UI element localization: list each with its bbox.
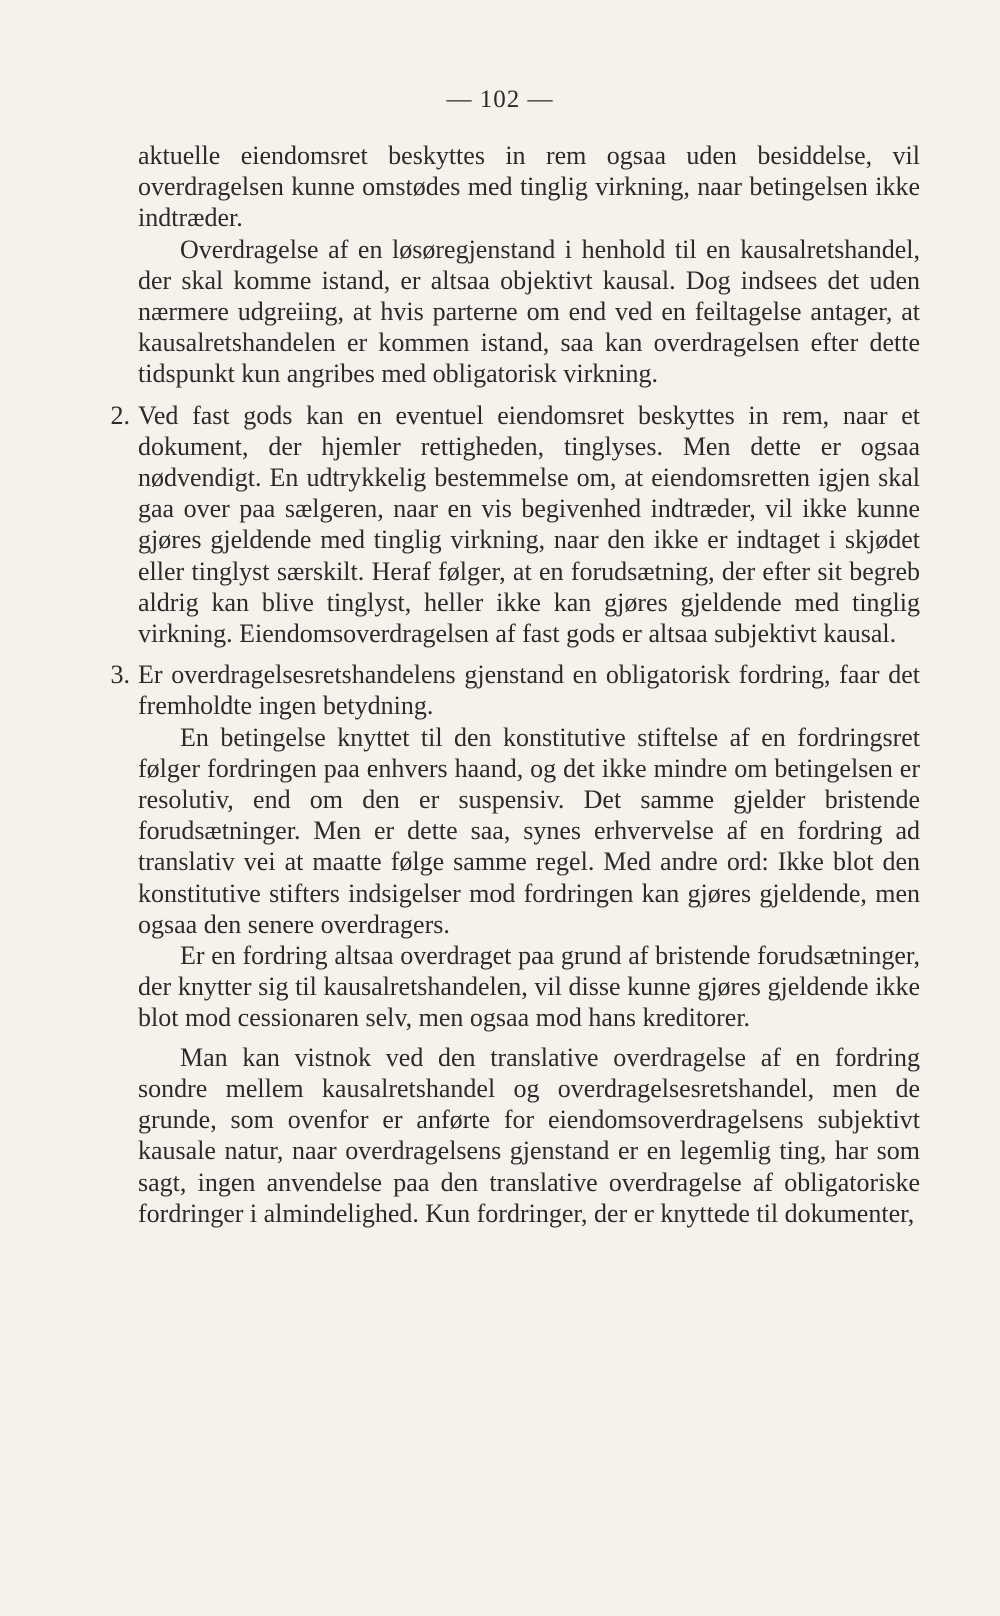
paragraph-betingelse: En betingelse knyttet til den konstitutive stiftelse af en fordringsret følger fordringen paa enhvers haand, og det ikke mindre om betingelsen er resolutiv, end om den er suspensiv. Det samme gjelder bristende forudsætninger. Men er dette saa, synes erhvervelse af en fordring ad translativ vei at maatte følge samme regel. Med andre ord: Ikke blot den konstitutive stifters indsigelser mod fordringen kan gjøres gjeldende, men ogsaa den senere overdragers. [138,722,920,939]
paragraph-translative: Man kan vistnok ved den translative overdragelse af en fordring sondre mellem kausalretshandel og overdragelsesretshandel, men de grunde, som ovenfor er anførte for eiendomsoverdragelsens subjektivt kausale natur, naar overdragelsens gjenstand er en legemlig ting, har som sagt, ingen anvendelse paa den translative overdragelse af obligatoriske fordringer i almindelighed. Kun fordringer, der er knyttede til dokumenter, [138,1042,920,1228]
paragraph-continuation: aktuelle eiendomsret beskyttes in rem ogsaa uden besiddelse, vil overdragelsen kunne omstødes med tinglig virkning, naar betingelsen ikke indtræder. [138,141,920,233]
section-number: 3. [110,660,130,690]
section-number: 2. [110,400,130,430]
paragraph-loesoere: Overdragelse af en løsøregjenstand i henhold til en kausalretshandel, der skal komme istand, er altsaa objektivt kausal. Dog indsees det uden nærmere udgreiing, at hvis parterne om end ved en feiltagelse antager, at kausalretshandelen er kommen istand, saa kan overdragelsen efter dette tidspunkt kun angribes med obligatorisk virkning. [138,234,920,389]
paragraph-gap [138,1034,920,1042]
page-number: — 102 — [446,86,554,113]
paragraph-fast-gods: Ved fast gods kan en eventuel eiendomsret beskyttes in rem, naar et dokument, der hjemler rettigheden, tinglyses. Men dette er ogsaa nødvendigt. En udtrykkelig bestemmelse om, at eiendomsretten igjen skal gaa over paa sælgeren, naar en vis begivenhed indtræder, vil ikke kunne gjøres gjeldende med tinglig virkning, naar den ikke er indtaget i skjødet eller tinglyst særskilt. Heraf følger, at en forudsætning, der efter sit begreb aldrig kan blive tinglyst, heller ikke kan gjøres gjeldende med tinglig virkning. Eiendomsoverdragelsen af fast gods er altsaa subjektivt kausal. [138,400,920,649]
paragraph-fordring: Er overdragelsesretshandelens gjenstand en obligatorisk fordring, faar det fremholdte ingen betydning. [138,660,920,721]
paragraph-bristende: Er en fordring altsaa overdraget paa grund af bristende forudsætninger, der knytter sig til kausalretshandelen, vil disse kunne gjøres gjeldende ikke blot mod cessionaren selv, men ogsaa mod hans kreditorer. [138,941,920,1033]
section-2 [110,400,920,650]
body-text [110,140,920,1229]
section-3 [110,659,920,721]
